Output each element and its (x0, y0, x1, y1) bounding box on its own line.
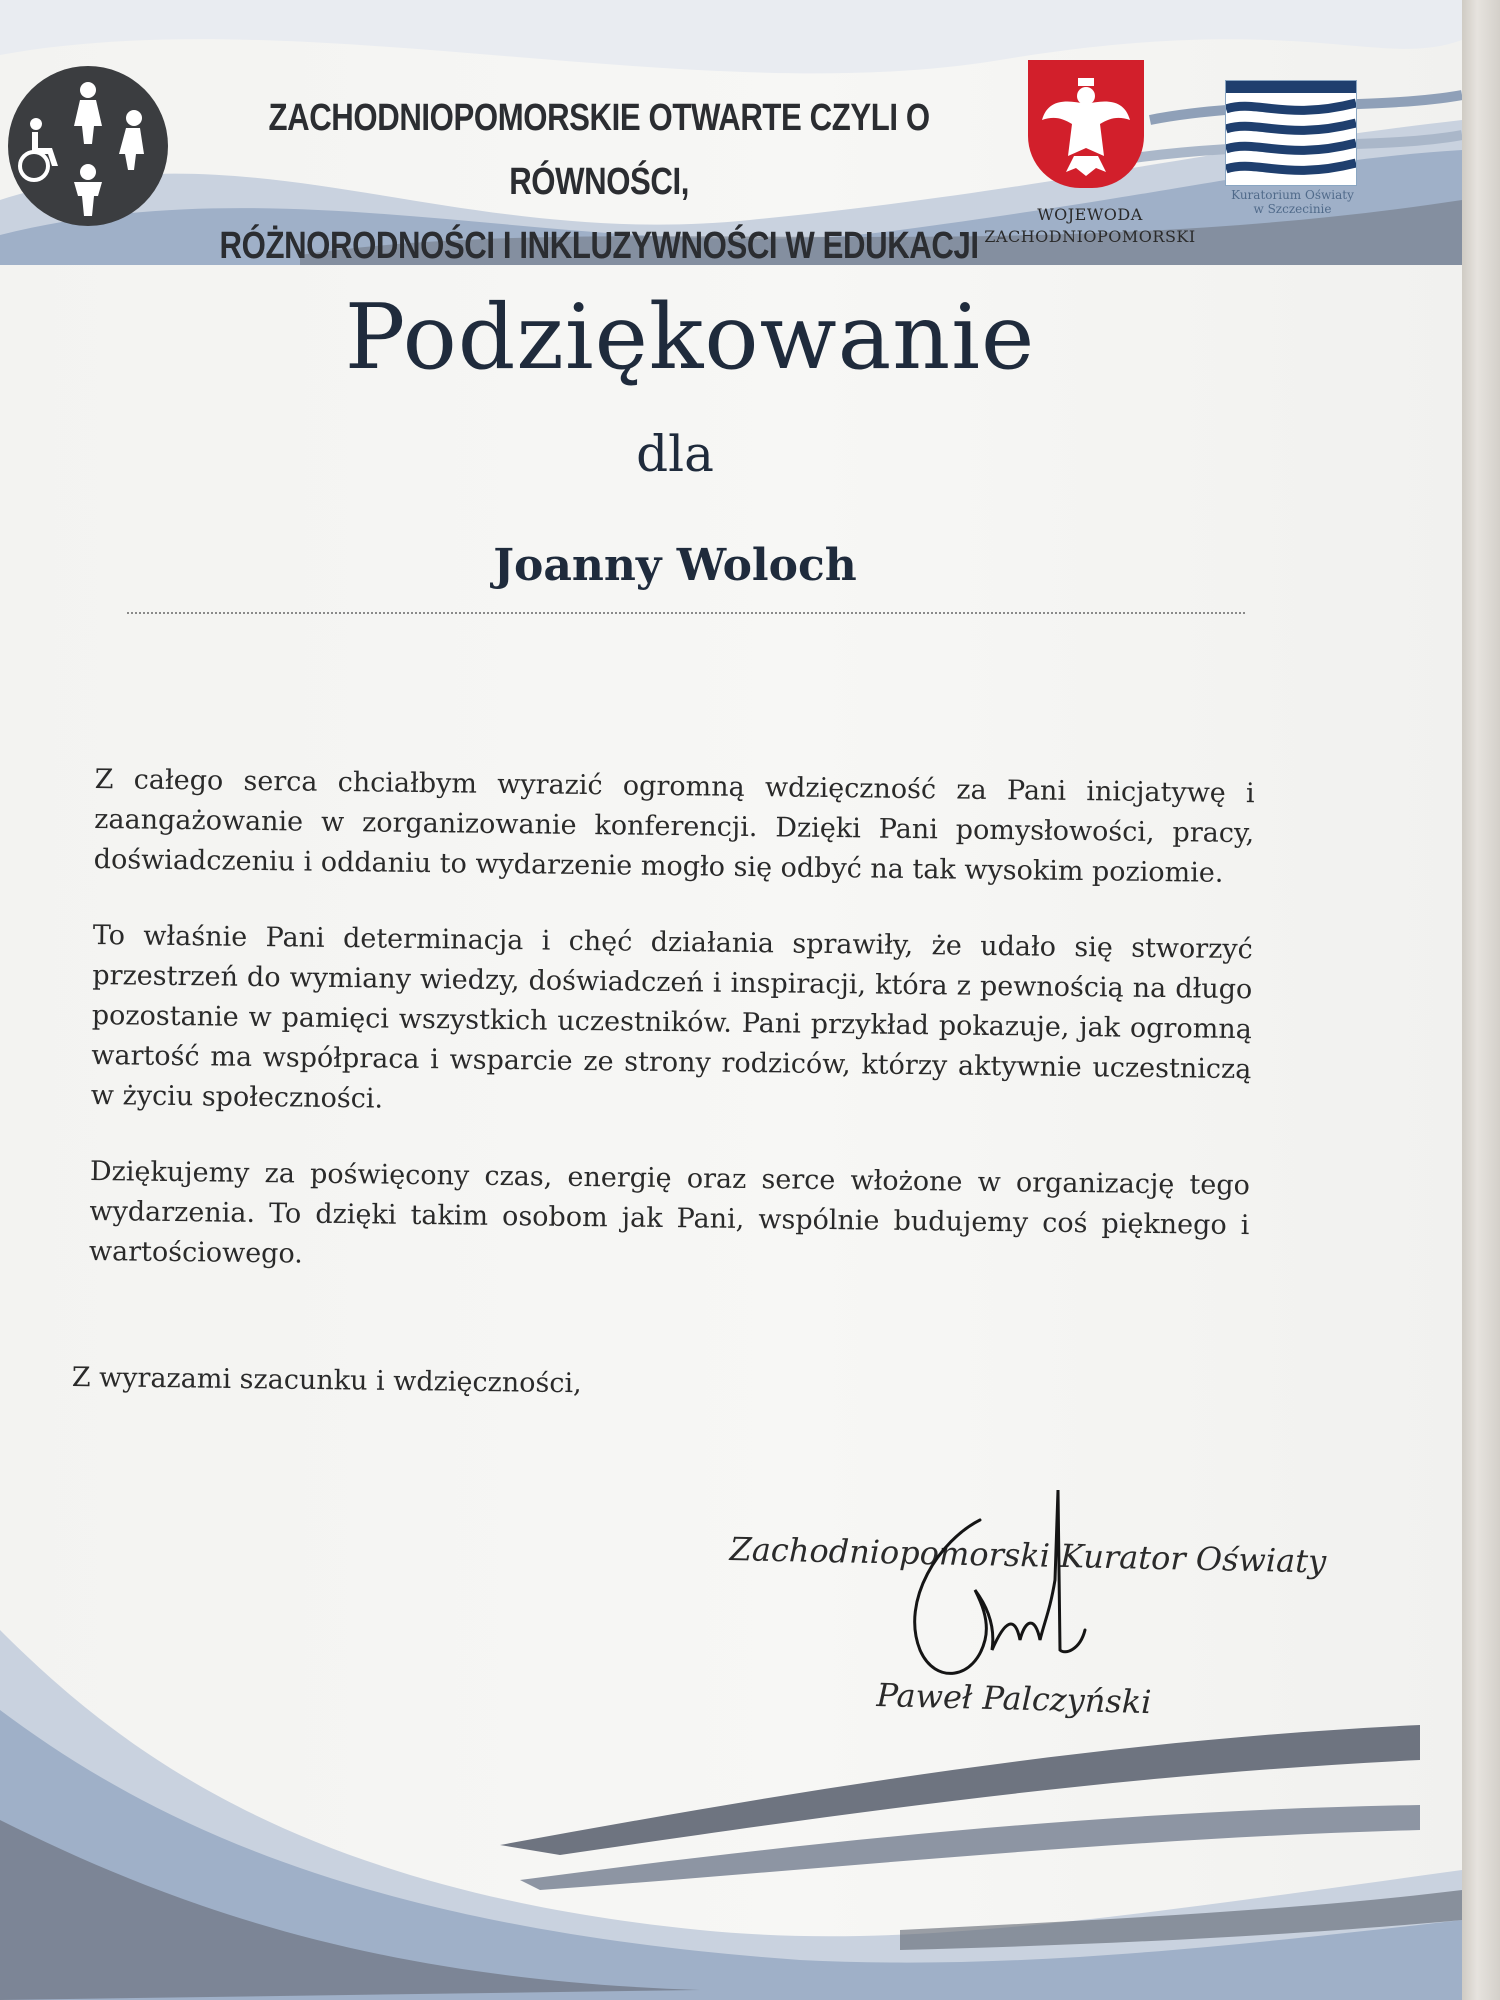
closing-line: Z wyrazami szacunku i wdzięczności, (71, 1362, 582, 1400)
kuratorium-label-line1: Kuratorium Oświaty (1231, 188, 1354, 202)
signer-title: Zachodniopomorski Kurator Oświaty (729, 1530, 1327, 1581)
paragraph-1: Z całego serca chciałbym wyrazić ogromną wdzięczność za Pani inicjatywę i zaangażowanie w zorganizowanie konferencji. Dzięki Pani pomysłowości, pracy, doświadczeniu i oddaniu to wydarzenie mogło się odbyć na tak wysokim poziomie. (93, 763, 1255, 889)
inclusion-logo-icon (8, 66, 168, 226)
handwritten-signature (880, 1480, 1130, 1700)
recipient-name: Joanny Woloch (493, 540, 857, 591)
signer-name: Paweł Palczyński (876, 1676, 1152, 1722)
header-banner (0, 0, 1462, 265)
folder-edge (1462, 0, 1500, 2000)
paragraph-2: To właśnie Pani determinacja i chęć działania sprawiły, że udało się stworzyć przestrzeń do wymiany wiedzy, doświadczeń i inspiracji, która z pewnością na długo pozostanie w pamięci wszystkich uczestników. Pani przykład pokazuje, jak ogromną wartość ma współpraca i wsparcie ze strony rodziców, którzy aktywnie uczestniczą w życiu społeczności. (90, 919, 1253, 1115)
kuratorium-label-line2: w Szczecinie (1253, 202, 1332, 216)
header-title (185, 86, 979, 265)
paragraph-3: Dziękujemy za poświęcony czas, energię oraz serce włożone w organizację tego wydarzenia. To dzięki takim osobom jak Pani, wspólnie budujemy coś pięknego i wartościowego. (88, 1155, 1251, 1270)
footer-waves-decoration (0, 1590, 1462, 2000)
polish-eagle-emblem-icon (1028, 60, 1144, 188)
letter-body (88, 760, 1255, 1322)
recipient-dotted-line (127, 612, 1245, 614)
kuratorium-waves-logo-icon (1225, 80, 1357, 186)
header-title-line2: RÓŻNORODNOŚCI I INKLUZYWNOŚCI W EDUKACJI (219, 225, 979, 265)
kuratorium-label (1210, 188, 1375, 216)
for-label: dla (636, 425, 714, 483)
voivode-label-line1: WOJEWODA (1037, 205, 1143, 224)
voivode-label-line2: ZACHODNIOPOMORSKI (984, 227, 1196, 246)
header-title-line1: ZACHODNIOPOMORSKIE OTWARTE CZYLI O RÓWNOŚCI, (268, 97, 930, 203)
voivode-label (960, 204, 1220, 248)
document-title: Podziękowanie (344, 285, 1036, 390)
